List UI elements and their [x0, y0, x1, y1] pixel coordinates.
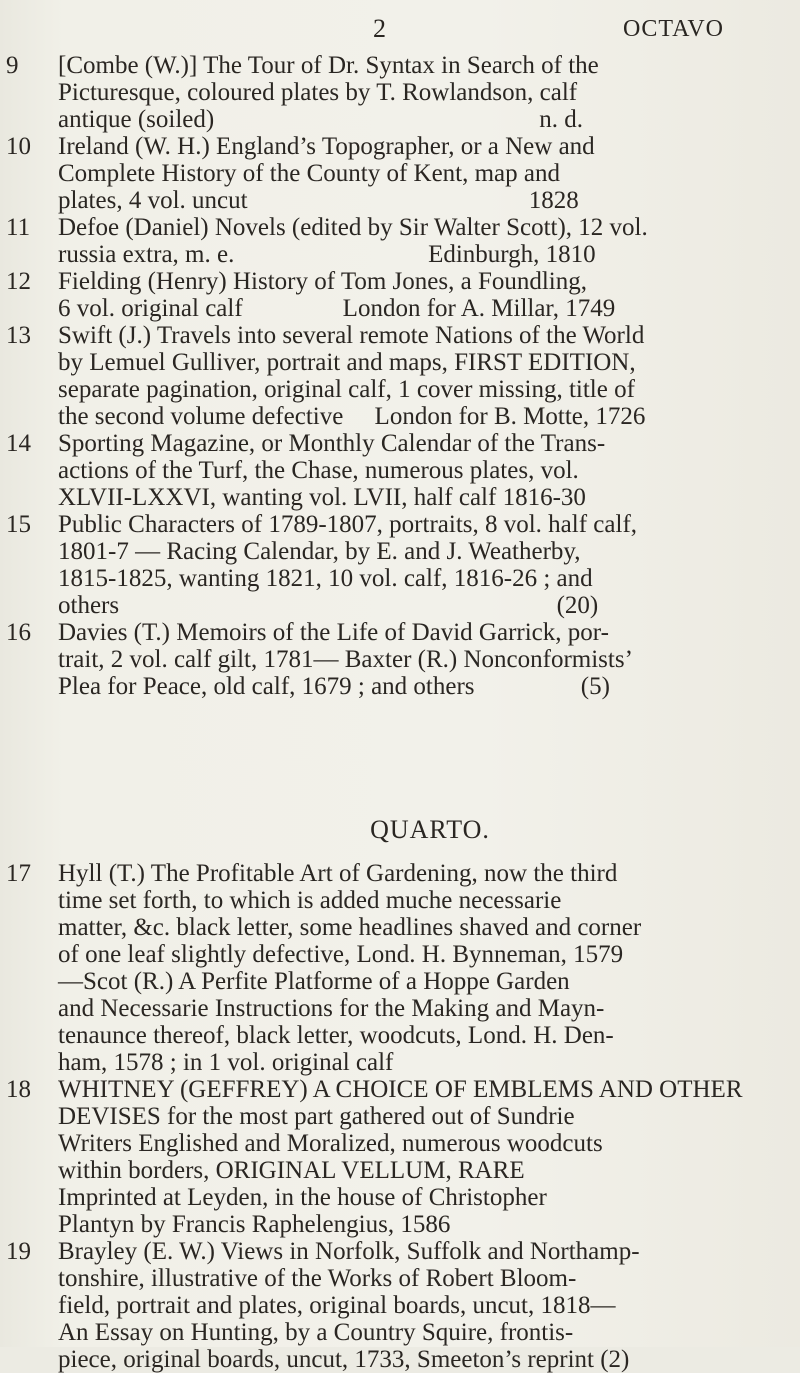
description-line: separate pagination, original calf, 1 cover missing, title of [58, 376, 635, 403]
running-head: OCTAVO [623, 16, 724, 42]
description-line: tenaunce thereof, black letter, woodcuts, Lond. H. Den- [58, 1022, 614, 1049]
page-header [0, 8, 800, 48]
description-line: antique (soiled) n. d. [58, 106, 583, 133]
catalogue-entry [0, 52, 800, 133]
catalogue-entry [0, 1238, 800, 1373]
description-line: Plantyn by Francis Raphelengius, 1586 [58, 1211, 451, 1238]
description-line: —Scot (R.) A Perfite Platforme of a Hoppe Garden [58, 968, 570, 995]
description-line: actions of the Turf, the Chase, numerous plates, vol. [58, 457, 579, 484]
description-line: Imprinted at Leyden, in the house of Christopher [58, 1184, 547, 1211]
lot-description [58, 268, 790, 322]
section-title: QUARTO. [370, 815, 490, 844]
description-line: matter, &c. black letter, some headlines shaved and corner [58, 914, 642, 941]
lot-description [58, 322, 790, 430]
description-line: field, portrait and plates, original boards, uncut, 1818— [58, 1292, 616, 1319]
lot-description [58, 52, 790, 133]
description-line: XLVII-LXXVI, wanting vol. LVII, half calf 1816-30 [58, 484, 586, 511]
description-line: 1801-7 — Racing Calendar, by E. and J. Weatherby, [58, 538, 581, 565]
description-line: An Essay on Hunting, by a Country Squire, frontis- [58, 1319, 574, 1346]
lot-description [58, 1076, 790, 1238]
description-line: and Necessarie Instructions for the Making and Mayn- [58, 995, 605, 1022]
description-line: Fielding (Henry) History of Tom Jones, a Foundling, [58, 268, 588, 295]
description-line: Swift (J.) Travels into several remote Nations of the World [58, 322, 645, 349]
octavo-section [0, 52, 800, 700]
description-line: time set forth, to which is added muche necessarie [58, 887, 562, 914]
description-line: Davies (T.) Memoirs of the Life of David Garrick, por- [58, 619, 609, 646]
description-line: Hyll (T.) The Profitable Art of Gardening, now the third [58, 860, 618, 887]
lot-number: 11 [6, 214, 31, 241]
description-line: Ireland (W. H.) England’s Topographer, or a New and [58, 133, 595, 160]
description-line: Picturesque, coloured plates by T. Rowlandson, calf [58, 79, 578, 106]
description-line: plates, 4 vol. uncut 1828 [58, 187, 579, 214]
lot-number: 19 [6, 1238, 31, 1265]
lot-description [58, 430, 790, 511]
description-line: of one leaf slightly defective, Lond. H. Bynneman, 1579 [58, 941, 624, 968]
lot-number: 16 [6, 619, 31, 646]
lot-number: 9 [6, 52, 19, 79]
description-line: 6 vol. original calf London for A. Millar, 1749 [58, 295, 616, 322]
catalogue-entry [0, 860, 800, 1076]
description-line: [Combe (W.)] The Tour of Dr. Syntax in Search of the [58, 52, 599, 79]
lot-description [58, 619, 790, 700]
description-line: DEVISES for the most part gathered out of Sundrie [58, 1103, 575, 1130]
description-line: 1815-1825, wanting 1821, 10 vol. calf, 1816-26 ; and [58, 565, 593, 592]
catalogue-entry [0, 1076, 800, 1238]
lot-number: 17 [6, 860, 31, 887]
description-line: Complete History of the County of Kent, map and [58, 160, 561, 187]
description-line: Brayley (E. W.) Views in Norfolk, Suffolk and Northamp- [58, 1238, 640, 1265]
lot-description [58, 511, 790, 619]
description-line: WHITNEY (GEFFREY) A CHOICE OF EMBLEMS AND OTHER [58, 1076, 743, 1103]
description-line: by Lemuel Gulliver, portrait and maps, FIRST EDITION, [58, 349, 636, 376]
catalogue-entry [0, 430, 800, 511]
lot-description [58, 860, 790, 1076]
description-line: Writers Englished and Moralized, numerous woodcuts [58, 1130, 603, 1157]
lot-number: 12 [6, 268, 31, 295]
lot-number: 14 [6, 430, 31, 457]
lot-number: 15 [6, 511, 31, 538]
lot-number: 18 [6, 1076, 31, 1103]
lot-description [58, 1238, 790, 1373]
description-line: the second volume defective London for B. Motte, 1726 [58, 403, 646, 430]
lot-description [58, 214, 790, 268]
lot-description [58, 133, 790, 214]
description-line: trait, 2 vol. calf gilt, 1781— Baxter (R.) Nonconformists’ [58, 646, 633, 673]
description-line: tonshire, illustrative of the Works of Robert Bloom- [58, 1265, 577, 1292]
catalogue-entry [0, 511, 800, 619]
description-line: others (20) [58, 592, 599, 619]
quarto-section [0, 860, 800, 1373]
description-line: Public Characters of 1789-1807, portraits, 8 vol. half calf, [58, 511, 638, 538]
description-line: within borders, ORIGINAL VELLUM, RARE [58, 1157, 525, 1184]
catalogue-entry [0, 133, 800, 214]
catalogue-entry [0, 214, 800, 268]
quarto-heading [0, 815, 800, 845]
description-line: Plea for Peace, old calf, 1679 ; and others (5) [58, 673, 610, 700]
page-number: 2 [373, 14, 386, 43]
description-line: Defoe (Daniel) Novels (edited by Sir Walter Scott), 12 vol. [58, 214, 648, 241]
description-line: russia extra, m. e. Edinburgh, 1810 [58, 241, 596, 268]
description-line: ham, 1578 ; in 1 vol. original calf [58, 1049, 394, 1076]
catalogue-entry [0, 268, 800, 322]
description-line: Sporting Magazine, or Monthly Calendar of the Trans- [58, 430, 606, 457]
catalogue-entry [0, 322, 800, 430]
lot-number: 10 [6, 133, 31, 160]
catalogue-entry [0, 619, 800, 700]
description-line: piece, original boards, uncut, 1733, Smeeton’s reprint (2) [58, 1346, 630, 1373]
lot-number: 13 [6, 322, 31, 349]
